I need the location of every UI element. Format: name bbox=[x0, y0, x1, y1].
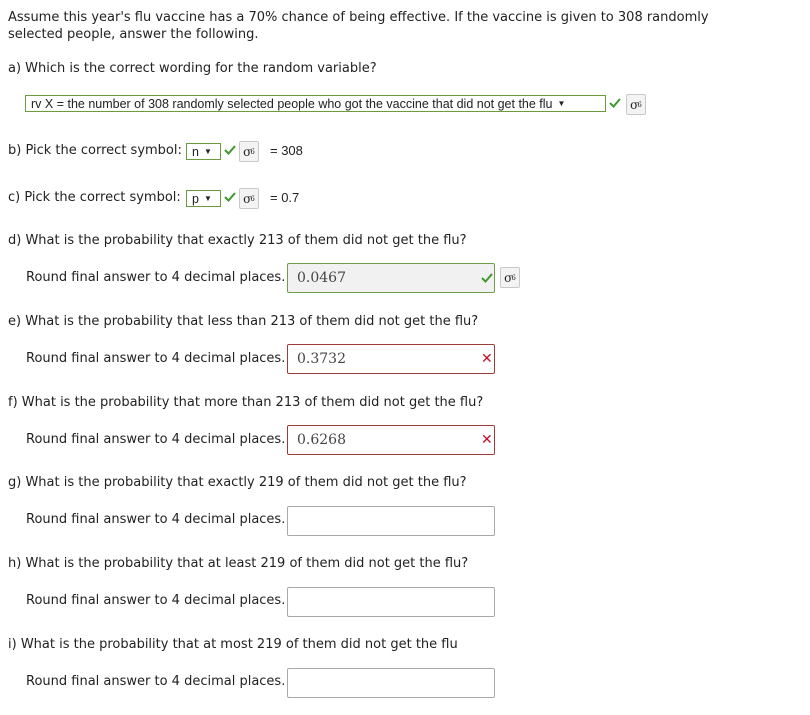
n-value: = 308 bbox=[270, 143, 303, 158]
symbol-button-d[interactable]: σ 6 bbox=[500, 267, 520, 288]
answer-value-f: 0.6268 bbox=[297, 432, 346, 448]
check-icon bbox=[224, 145, 236, 155]
answer-input-f[interactable] bbox=[287, 425, 495, 455]
answer-input-e[interactable] bbox=[287, 344, 495, 374]
question-a: a) Which is the correct wording for the random variable? bbox=[8, 61, 377, 76]
question-g: g) What is the probability that exactly 219 of them did not get the flu? bbox=[8, 475, 467, 490]
answer-input-h[interactable] bbox=[287, 587, 495, 617]
question-f: f) What is the probability that more than 213 of them did not get the flu? bbox=[8, 395, 484, 410]
chevron-down-icon: ▼ bbox=[203, 147, 212, 156]
question-h: h) What is the probability that at least 219 of them did not get the flu? bbox=[8, 556, 469, 571]
chevron-down-icon: ▼ bbox=[557, 99, 566, 108]
question-b: b) Pick the correct symbol: bbox=[8, 143, 182, 158]
p-value: = 0.7 bbox=[270, 190, 300, 205]
problem-line-2: selected people, answer the following. bbox=[8, 27, 259, 42]
symbol-button-b[interactable]: σ 6 bbox=[239, 141, 259, 162]
answer-input-i[interactable] bbox=[287, 668, 495, 698]
round-label-h: Round final answer to 4 decimal places. bbox=[26, 593, 286, 608]
check-icon bbox=[609, 98, 621, 108]
problem-line-1: Assume this year's flu vaccine has a 70% chance of being effective. If the vaccine is given to 308 randomly bbox=[8, 10, 709, 25]
question-e: e) What is the probability that less than 213 of them did not get the flu? bbox=[8, 314, 479, 329]
round-label-f: Round final answer to 4 decimal places. bbox=[26, 432, 286, 447]
round-label-e: Round final answer to 4 decimal places. bbox=[26, 351, 286, 366]
symbol-button-a[interactable]: σ 6 bbox=[626, 94, 646, 115]
question-c: c) Pick the correct symbol: bbox=[8, 190, 181, 205]
symbol-select-b-value: n bbox=[192, 144, 199, 159]
answer-value-d: 0.0467 bbox=[297, 270, 346, 286]
question-i: i) What is the probability that at most 219 of them did not get the flu bbox=[8, 637, 458, 652]
rv-wording-selected: rv X = the number of 308 randomly selected people who got the vaccine that did not get the flu bbox=[31, 96, 553, 111]
symbol-select-c-value: p bbox=[192, 191, 199, 206]
answer-input-d[interactable] bbox=[287, 263, 495, 293]
symbol-select-b[interactable] bbox=[186, 143, 221, 160]
check-icon bbox=[481, 273, 493, 283]
round-label-d: Round final answer to 4 decimal places. bbox=[26, 270, 286, 285]
symbol-select-c[interactable] bbox=[186, 190, 221, 207]
rv-wording-select[interactable] bbox=[25, 95, 606, 112]
problem-statement bbox=[8, 9, 709, 43]
round-label-i: Round final answer to 4 decimal places. bbox=[26, 674, 286, 689]
answer-value-e: 0.3732 bbox=[297, 351, 346, 367]
symbol-button-c[interactable]: σ 6 bbox=[239, 188, 259, 209]
chevron-down-icon: ▼ bbox=[203, 194, 212, 203]
x-icon: ✕ bbox=[481, 351, 493, 367]
question-d: d) What is the probability that exactly 213 of them did not get the flu? bbox=[8, 233, 467, 248]
round-label-g: Round final answer to 4 decimal places. bbox=[26, 512, 286, 527]
x-icon: ✕ bbox=[481, 432, 493, 448]
check-icon bbox=[224, 192, 236, 202]
answer-input-g[interactable] bbox=[287, 506, 495, 536]
